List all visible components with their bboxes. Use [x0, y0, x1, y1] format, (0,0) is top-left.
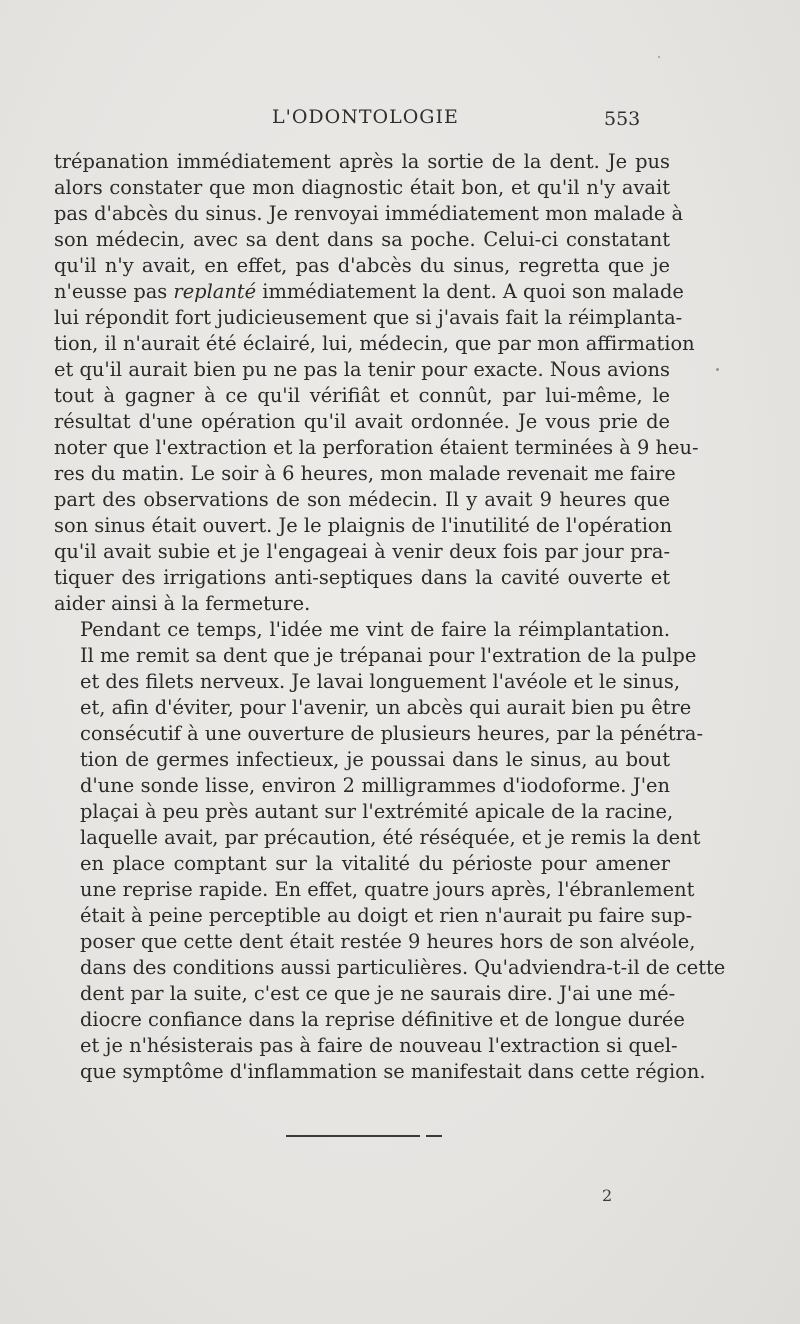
text-line: et, afin d'éviter, pour l'avenir, un abcès qui aurait bien pu être	[80, 696, 692, 719]
text-line: consécutif à une ouverture de plusieurs heures, par la pénétra-	[80, 722, 704, 745]
text-line: part des observations de son médecin. Il y avait 9 heures que	[54, 488, 670, 511]
paper-speck	[716, 368, 719, 371]
text-line: tion de germes infectieux, je poussai dans le sinus, au bout	[80, 748, 670, 771]
body-text	[54, 149, 726, 1085]
text-line: plaçai à peu près autant sur l'extrémité apicale de la racine,	[80, 800, 674, 823]
text-line: Il me remit sa dent que je trépanai pour l'extration de la pulpe	[80, 644, 697, 667]
text-line: lui répondit fort judicieusement que si j'avais fait la réimplanta-	[54, 306, 683, 329]
paragraph-1	[54, 149, 699, 617]
text-line: laquelle avait, par précaution, été réséquée, et je remis la dent	[80, 826, 701, 849]
text-line: tion, il n'aurait été éclairé, lui, médecin, que par mon affirmation	[54, 332, 695, 355]
text-line: et qu'il aurait bien pu ne pas la tenir pour exacte. Nous avions	[54, 358, 670, 381]
text-line: dans des conditions aussi particulières. Qu'adviendra-t-il de cette	[80, 956, 726, 979]
text-line: trépanation immédiatement après la sortie de la dent. Je pus	[54, 150, 670, 173]
text-line: n'eusse pas replanté immédiatement la dent. A quoi son malade	[54, 280, 684, 303]
text-line: Pendant ce temps, l'idée me vint de faire la réimplantation.	[80, 618, 670, 641]
text-line: qu'il avait subie et je l'engageai à venir deux fois par jour pra-	[54, 540, 670, 563]
section-rule-dash	[426, 1135, 442, 1137]
text-line: alors constater que mon diagnostic était bon, et qu'il n'y avait	[54, 176, 670, 199]
text-line: et je n'hésisterais pas à faire de nouveau l'extraction si quel-	[80, 1034, 678, 1057]
running-head	[0, 106, 800, 136]
italic-term: replanté	[173, 280, 257, 303]
page-number: 553	[604, 108, 641, 130]
text-line: qu'il n'y avait, en effet, pas d'abcès du sinus, regretta que je	[54, 254, 670, 277]
text-line: tiquer des irrigations anti-septiques dans la cavité ouverte et	[54, 566, 670, 589]
text-line: pas d'abcès du sinus. Je renvoyai immédiatement mon malade à	[54, 202, 684, 225]
text-line: d'une sonde lisse, environ 2 milligrammes d'iodoforme. J'en	[80, 774, 670, 797]
text-line: tout à gagner à ce qu'il vérifiât et connût, par lui-même, le	[54, 384, 670, 407]
text-line: et des filets nerveux. Je lavai longuement l'avéole et le sinus,	[80, 670, 681, 693]
text-line: res du matin. Le soir à 6 heures, mon malade revenait me faire	[54, 462, 676, 485]
text-line: en place comptant sur la vitalité du périoste pour amener	[80, 852, 670, 875]
text-line: son médecin, avec sa dent dans sa poche. Celui-ci constatant	[54, 228, 670, 251]
text-line: son sinus était ouvert. Je le plaignis de l'inutilité de l'opération	[54, 514, 673, 537]
text-line: aider ainsi à la fermeture.	[54, 592, 311, 615]
signature-mark: 2	[602, 1186, 613, 1205]
text-line: diocre confiance dans la reprise définitive et de longue durée	[80, 1008, 685, 1031]
text-line: résultat d'une opération qu'il avait ordonnée. Je vous prie de	[54, 410, 670, 433]
text-line: poser que cette dent était restée 9 heures hors de son alvéole,	[80, 930, 696, 953]
paragraph-2	[54, 617, 726, 1085]
text-line: noter que l'extraction et la perforation étaient terminées à 9 heu-	[54, 436, 699, 459]
text-line: dent par la suite, c'est ce que je ne saurais dire. J'ai une mé-	[80, 982, 676, 1005]
paper-speck	[658, 56, 660, 58]
running-title: L'ODONTOLOGIE	[272, 106, 459, 128]
text-line: une reprise rapide. En effet, quatre jours après, l'ébranlement	[80, 878, 695, 901]
text-line: que symptôme d'inflammation se manifestait dans cette région.	[80, 1060, 706, 1083]
text-line: était à peine perceptible au doigt et rien n'aurait pu faire sup-	[80, 904, 693, 927]
section-rule	[286, 1135, 420, 1137]
